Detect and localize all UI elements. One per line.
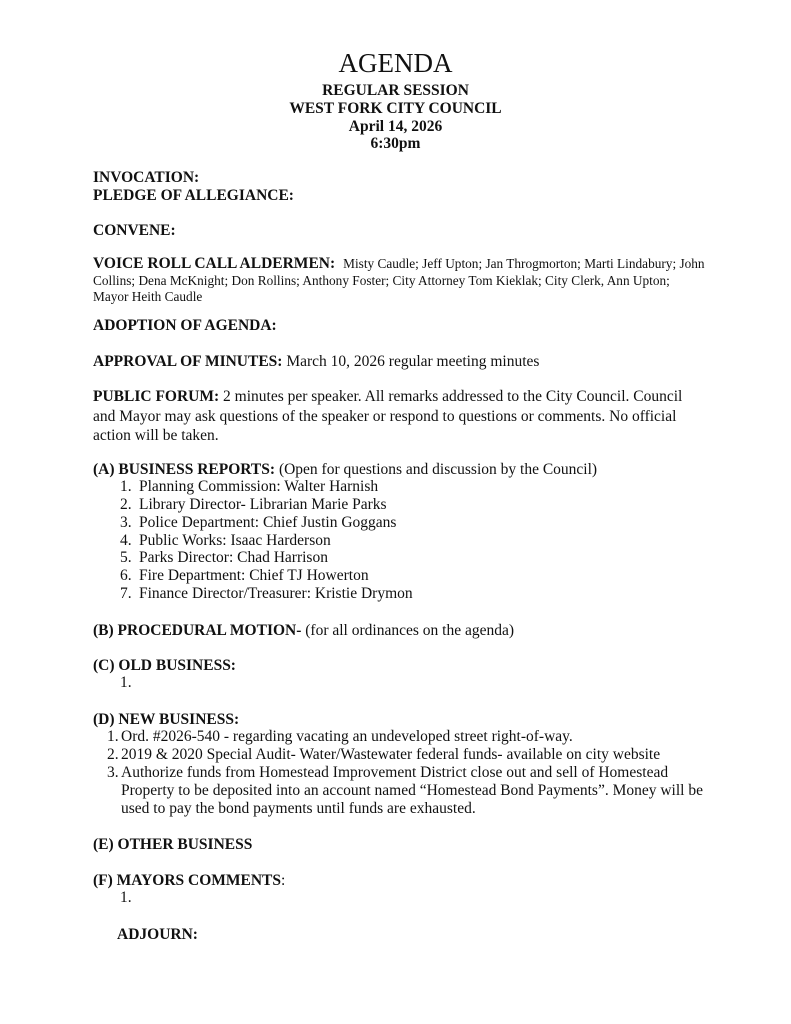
- item-text: Library Director- Librarian Marie Parks: [139, 496, 387, 513]
- item-number: 3.: [107, 764, 119, 781]
- agenda-title: AGENDA: [338, 48, 453, 78]
- item-text: Police Department: Chief Justin Goggans: [139, 514, 397, 531]
- meeting-date: April 14, 2026: [348, 118, 443, 135]
- item-text: Planning Commission: Walter Harnish: [139, 478, 379, 495]
- mayors-comments-heading: [93, 871, 285, 890]
- item-number: 6.: [120, 567, 132, 584]
- adjourn-heading: ADJOURN:: [117, 926, 198, 943]
- list-item: [120, 478, 378, 496]
- adoption-heading: ADOPTION OF AGENDA:: [93, 317, 277, 334]
- session-type: REGULAR SESSION: [322, 82, 469, 99]
- item-text: Authorize funds from Homestead Improvement District close out and sell of Homestead Property to be deposited into an account named “Homestead Bond Payments”. Money will be used to pay the bond payments until funds are exhausted.: [121, 764, 703, 817]
- item-number: 1.: [120, 478, 132, 495]
- old-business-heading: (C) OLD BUSINESS:: [93, 657, 236, 674]
- item-text: Parks Director: Chad Harrison: [139, 549, 328, 566]
- item-number: 2.: [120, 496, 132, 513]
- procedural-motion-label: (B) PROCEDURAL MOTION-: [93, 622, 302, 639]
- meeting-time: 6:30pm: [370, 135, 421, 152]
- list-item: [120, 496, 387, 514]
- list-item: [107, 746, 707, 764]
- item-text: Finance Director/Treasurer: Kristie Drymon: [139, 585, 413, 602]
- procedural-motion-note: (for all ordinances on the agenda): [305, 622, 514, 639]
- item-number: 4.: [120, 532, 132, 549]
- list-item: [107, 728, 707, 746]
- item-number: 1.: [120, 889, 132, 906]
- minutes-text: March 10, 2026 regular meeting minutes: [286, 353, 540, 370]
- pledge-heading: PLEDGE OF ALLEGIANCE:: [93, 187, 294, 204]
- item-text: 2019 & 2020 Special Audit- Water/Wastewater federal funds- available on city website: [121, 746, 661, 763]
- mayors-comments-colon: :: [281, 872, 286, 889]
- roll-call-section: [93, 256, 705, 306]
- item-text: Public Works: Isaac Harderson: [139, 532, 331, 549]
- item-number: 1.: [107, 728, 119, 745]
- minutes-label: APPROVAL OF MINUTES:: [93, 353, 283, 370]
- other-business-heading: (E) OTHER BUSINESS: [93, 836, 253, 853]
- list-item: [120, 585, 413, 603]
- council-name: WEST FORK CITY COUNCIL: [289, 100, 502, 117]
- public-forum-label: PUBLIC FORUM:: [93, 388, 220, 405]
- item-number: 3.: [120, 514, 132, 531]
- list-item: [120, 889, 139, 907]
- list-item: [120, 567, 369, 585]
- list-item: [120, 532, 331, 550]
- item-number: 7.: [120, 585, 132, 602]
- item-number: 2.: [107, 746, 119, 763]
- item-text: Fire Department: Chief TJ Howerton: [139, 567, 369, 584]
- public-forum-section: [93, 387, 703, 446]
- minutes-section: [93, 352, 539, 371]
- item-number: 5.: [120, 549, 132, 566]
- item-number: 1.: [120, 674, 132, 691]
- business-reports-note: (Open for questions and discussion by the Council): [278, 461, 598, 478]
- invocation-heading: INVOCATION:: [93, 169, 200, 186]
- roll-call-names: Misty Caudle; Jeff Upton; Jan Throgmorton; Marti Lindabury; John Collins; Dena McKnight; Don Rollins; Anthony Foster; City Attorney Tom Kieklak; City Clerk, Ann Upton; Mayor Heith Caudle: [93, 256, 705, 304]
- business-reports-label: (A) BUSINESS REPORTS:: [93, 461, 276, 478]
- procedural-motion-heading: [93, 621, 514, 640]
- mayors-comments-label: (F) MAYORS COMMENTS: [93, 872, 282, 889]
- public-forum-text: 2 minutes per speaker. All remarks addressed to the City Council. Council and Mayor may ask questions of the speaker or respond to questions or comments. No official action will be taken.: [93, 388, 683, 444]
- item-text: Ord. #2026-540 - regarding vacating an undeveloped street right-of-way.: [121, 728, 573, 745]
- new-business-heading: (D) NEW BUSINESS:: [93, 711, 240, 728]
- convene-heading: CONVENE:: [93, 222, 176, 239]
- list-item: [120, 674, 139, 692]
- list-item: [107, 764, 703, 818]
- list-item: [120, 514, 396, 532]
- business-reports-heading: [93, 460, 597, 479]
- roll-call-label: VOICE ROLL CALL ALDERMEN:: [93, 255, 336, 272]
- list-item: [120, 549, 328, 567]
